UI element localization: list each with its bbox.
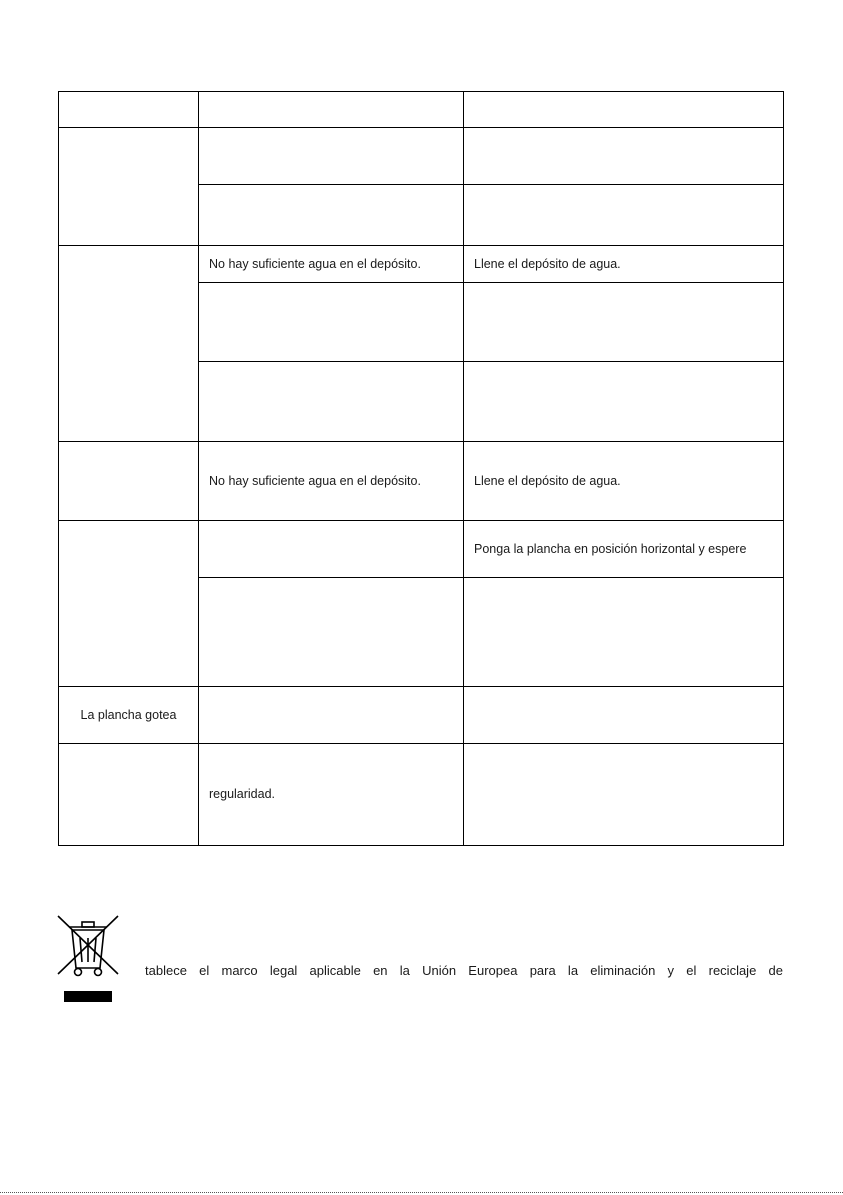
cause-cell <box>199 185 464 246</box>
problem-cell <box>59 246 199 442</box>
solution-cell <box>464 185 784 246</box>
weee-crossed-bin-icon <box>54 914 122 1004</box>
solution-cell: Ponga la plancha en posición horizontal y espere <box>464 521 784 578</box>
page-bottom-dotted-line <box>0 1192 843 1193</box>
solution-cell <box>464 687 784 744</box>
problem-cell <box>59 744 199 846</box>
table-row <box>59 687 784 744</box>
weee-disposal-text: tablece el marco legal aplicable en la Unión Europea para la eliminación y el reciclaje de <box>145 963 783 978</box>
header-cause <box>199 92 464 128</box>
header-solution <box>464 92 784 128</box>
cause-cell <box>199 521 464 578</box>
solution-cell: Llene el depósito de agua. <box>464 246 784 283</box>
table-row <box>59 442 784 521</box>
cause-cell <box>199 687 464 744</box>
solution-cell: Llene el depósito de agua. <box>464 442 784 521</box>
problem-cell <box>59 442 199 521</box>
cause-cell <box>199 578 464 687</box>
table-row <box>59 246 784 283</box>
problem-cell <box>59 128 199 246</box>
table-row <box>59 744 784 846</box>
troubleshooting-table <box>58 91 784 846</box>
cause-cell: regularidad. <box>199 744 464 846</box>
problem-cell: La plancha gotea <box>59 687 199 744</box>
table-row <box>59 128 784 185</box>
problem-cell <box>59 521 199 687</box>
solution-cell <box>464 283 784 362</box>
solution-cell <box>464 578 784 687</box>
solution-cell <box>464 362 784 442</box>
cause-cell <box>199 283 464 362</box>
cause-cell <box>199 128 464 185</box>
cause-cell <box>199 362 464 442</box>
solution-cell <box>464 128 784 185</box>
cause-cell: No hay suficiente agua en el depósito. <box>199 246 464 283</box>
solution-cell <box>464 744 784 846</box>
header-problem <box>59 92 199 128</box>
table-row <box>59 521 784 578</box>
table-header-row <box>59 92 784 128</box>
cause-cell: No hay suficiente agua en el depósito. <box>199 442 464 521</box>
